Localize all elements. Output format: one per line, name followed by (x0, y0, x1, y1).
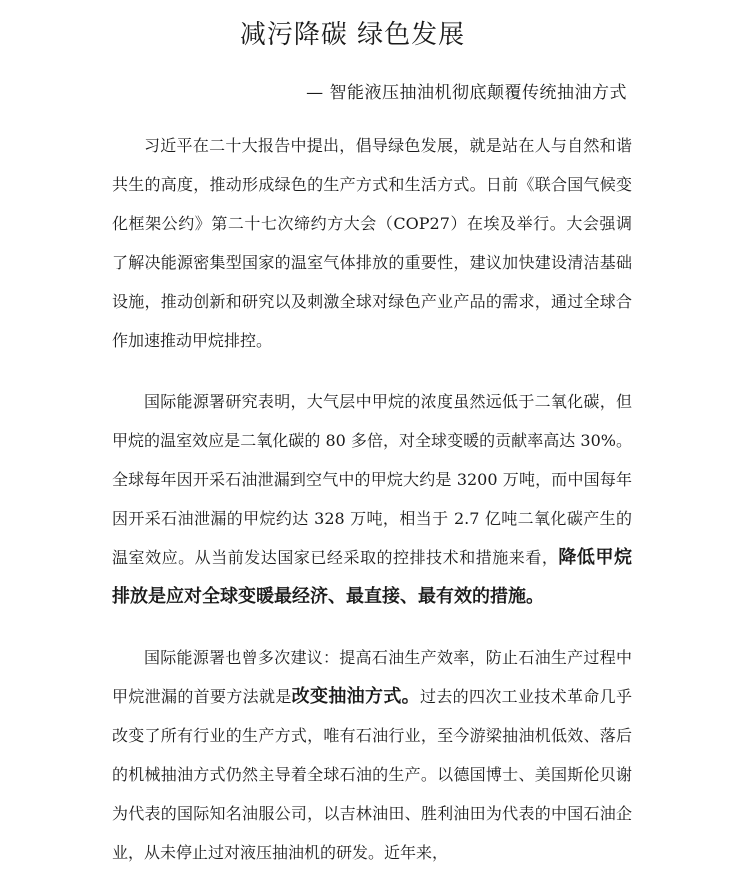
document-subtitle: — 智能液压抽油机彻底颠覆传统抽油方式 (306, 83, 627, 103)
paragraph-3-text-b: 过去的四次工业技术革命几乎改变了所有行业的生产方式，唯有石油行业，至今游梁抽油机低效、落后的机械抽油方式仍然主导着全球石油的生产。以德国博士、美国斯伦贝谢为代表的国际知名油服公司，以吉林油田、胜利油田为代表的中国石油企业，从未停止过对液压抽油机的研发。近年来， (112, 687, 632, 862)
document-body (112, 126, 632, 894)
paragraph-2-emphasis: 降低甲烷排放是应对全球变暖最经济、最直接、最有效的措施。 (112, 547, 632, 607)
paragraph-3-emphasis: 改变抽油方式。 (291, 686, 420, 707)
document-title: 减污降碳 绿色发展 (239, 20, 466, 50)
paragraph-3 (112, 638, 632, 872)
paragraph-3-text-a: 国际能源署也曾多次建议：提高石油生产效率，防止石油生产过程中甲烷泄漏的首要方法就是 (112, 648, 632, 706)
paragraph-2-text: 国际能源署研究表明，大气层中甲烷的浓度虽然远低于二氧化碳，但甲烷的温室效应是二氧化碳的 80 多倍，对全球变暖的贡献率高达 30%。全球每年因开采石油泄漏到空气中的甲烷大约是 3200 万吨，而中国每年因开采石油泄漏的甲烷约达 328 万吨，相当于 2.7 亿吨二氧化碳产生的温室效应。从当前发达国家已经采取的控排技术和措施来看， (112, 392, 632, 567)
paragraph-2 (112, 382, 632, 616)
paragraph-1: 习近平在二十大报告中提出，倡导绿色发展，就是站在人与自然和谐共生的高度，推动形成绿色的生产方式和生活方式。日前《联合国气候变化框架公约》第二十七次缔约方大会（COP27）在埃及举行。大会强调了解决能源密集型国家的温室气体排放的重要性，建议加快建设清洁基础设施，推动创新和研究以及刺激全球对绿色产业产品的需求，通过全球合作加速推动甲烷排控。 (112, 136, 632, 350)
